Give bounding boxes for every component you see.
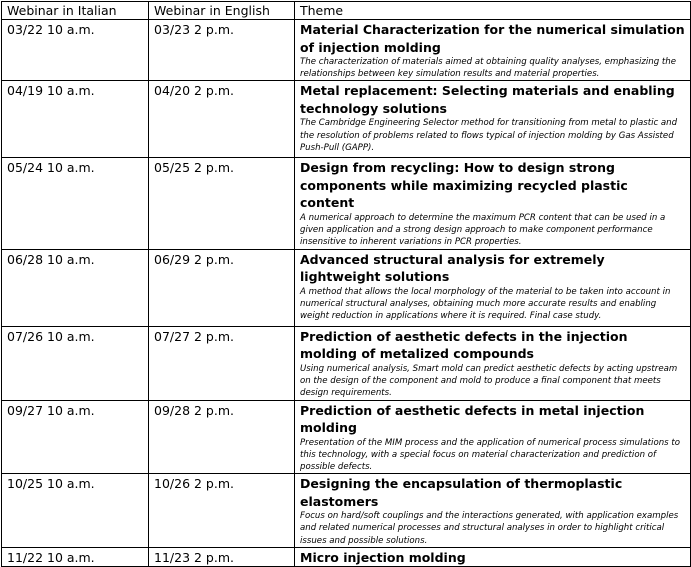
theme-cell	[295, 81, 691, 158]
header-webinar-english: Webinar in English	[149, 2, 295, 20]
theme-cell	[295, 400, 691, 474]
theme-title: Prediction of aesthetic defects in metal injection molding	[300, 402, 645, 436]
theme-cell	[295, 20, 691, 81]
theme-cell	[295, 158, 691, 249]
theme-description: Using numerical analysis, Smart mold can predict aesthetic defects by acting upstream on the design of the component and mold to produce a final component that meets design requirements.	[300, 363, 678, 398]
table-row	[2, 400, 691, 474]
italian-date-cell: 11/22 10 a.m.	[2, 547, 149, 567]
theme-description: A numerical approach to determine the maximum PCR content that can be used in a given application and a strong design approach to make component performance insensitive to inherent variations in PCR properties.	[300, 212, 666, 248]
italian-date-cell: 09/27 10 a.m.	[2, 400, 149, 474]
theme-cell	[295, 474, 691, 548]
italian-date-cell: 10/25 10 a.m.	[2, 474, 149, 548]
theme-title: Micro injection molding	[300, 549, 466, 565]
theme-cell	[295, 547, 691, 567]
english-date-cell: 06/29 2 p.m.	[149, 249, 295, 326]
theme-description: The characterization of materials aimed at obtaining quality analyses, emphasizing the relationships between key simulation results and material properties.	[300, 57, 677, 80]
table-row	[2, 547, 691, 567]
theme-description: A method that allows the local morphology of the material to be taken into account in numerical structural analyses, obtaining much more accurate results and enabling weight reduction in applications where it is required. Final case study.	[300, 286, 671, 321]
table-row	[2, 158, 691, 249]
theme-title: Metal replacement: Selecting materials and enabling technology solutions	[300, 83, 675, 116]
table-row	[2, 20, 691, 81]
theme-description: The Cambridge Engineering Selector method for transitioning from metal to plastic and the resolution of problems related to flows typical of injection molding by Gas Assisted Push-Pull (GAPP).	[300, 118, 678, 153]
english-date-cell: 09/28 2 p.m.	[149, 400, 295, 474]
header-webinar-italian: Webinar in Italian	[2, 2, 149, 20]
english-date-cell: 10/26 2 p.m.	[149, 474, 295, 548]
theme-title: Designing the encapsulation of thermoplastic elastomers	[300, 476, 623, 509]
table-row	[2, 249, 691, 326]
italian-date-cell: 03/22 10 a.m.	[2, 20, 149, 81]
italian-date-cell: 05/24 10 a.m.	[2, 158, 149, 249]
table-row	[2, 326, 691, 400]
theme-title: Material Characterization for the numerical simulation of injection molding	[300, 22, 685, 55]
italian-date-cell: 07/26 10 a.m.	[2, 326, 149, 400]
table-row	[2, 474, 691, 548]
theme-title: Advanced structural analysis for extremely lightweight solutions	[300, 251, 605, 285]
theme-description: Presentation of the MIM process and the application of numerical process simulations to this technology, with a special focus on material characterization and prediction of possible defects.	[300, 437, 680, 472]
english-date-cell: 04/20 2 p.m.	[149, 81, 295, 158]
theme-cell	[295, 326, 691, 400]
theme-title: Prediction of aesthetic defects in the injection molding of metalized compounds	[300, 328, 628, 362]
header-theme: Theme	[295, 2, 691, 20]
english-date-cell: 03/23 2 p.m.	[149, 20, 295, 81]
english-date-cell: 11/23 2 p.m.	[149, 547, 295, 567]
theme-title: Design from recycling: How to design strong components while maximizing recycled plastic content	[300, 160, 628, 211]
english-date-cell: 07/27 2 p.m.	[149, 326, 295, 400]
webinar-schedule-table	[1, 1, 691, 567]
italian-date-cell: 04/19 10 a.m.	[2, 81, 149, 158]
english-date-cell: 05/25 2 p.m.	[149, 158, 295, 249]
table-header-row	[2, 2, 691, 20]
theme-cell	[295, 249, 691, 326]
italian-date-cell: 06/28 10 a.m.	[2, 249, 149, 326]
table-row	[2, 81, 691, 158]
theme-description: Focus on hard/soft couplings and the interactions generated, with application examples and related numerical processes and structural analyses in order to highlight critical issues and possible solutions.	[300, 511, 679, 546]
